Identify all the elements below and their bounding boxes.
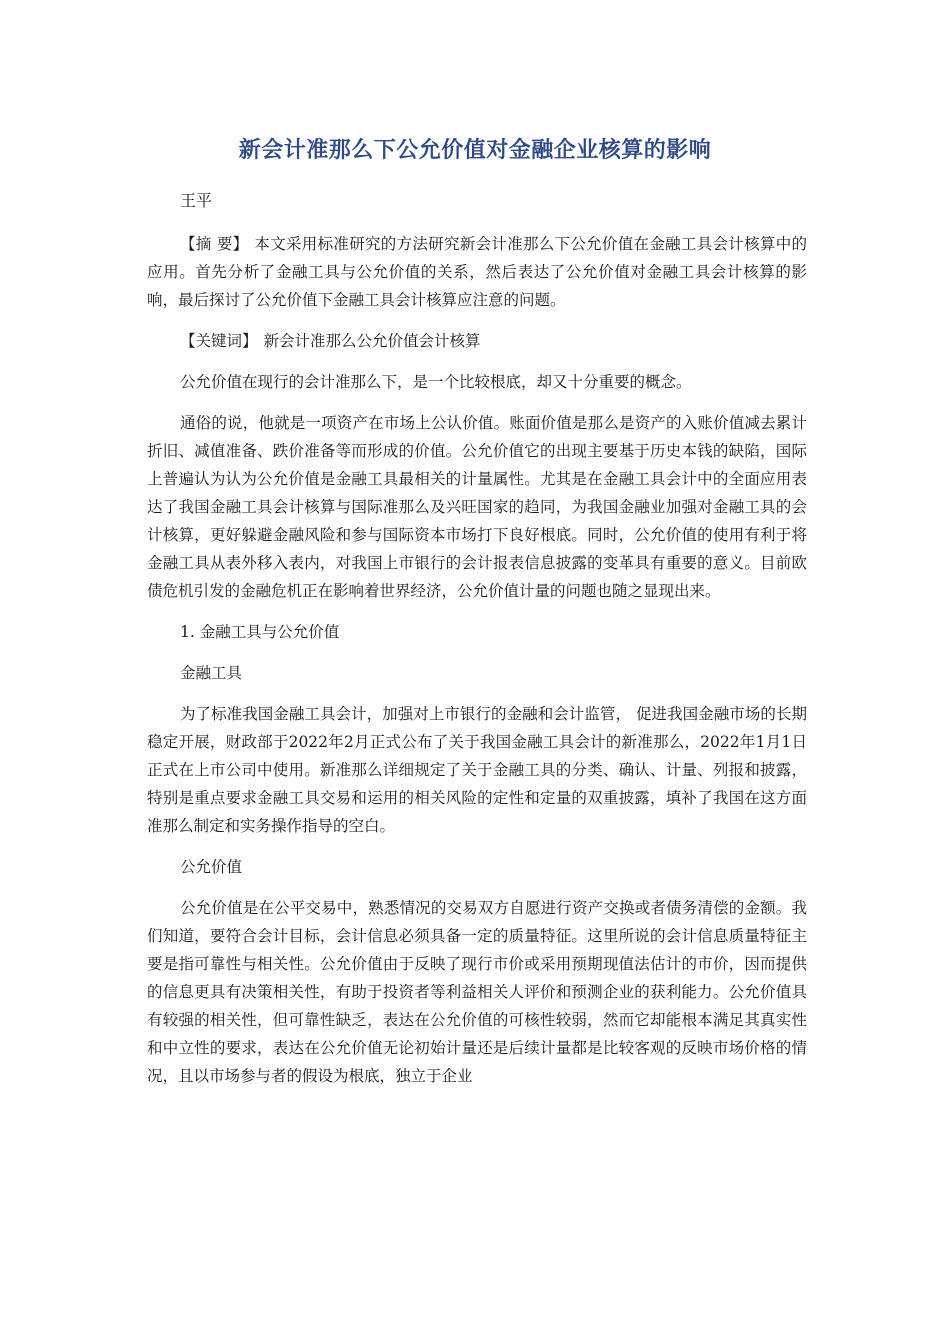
keywords-text: 新会计准那么公允价值会计核算 [263,332,481,350]
body-paragraph: 通俗的说，他就是一项资产在市场上公认价值。账面价值是那么是资产的入账价值减去累计折旧、减值准备、跌价准备等而形成的价值。公允价值它的出现主要基于历史本钱的缺陷，国际上普遍认为认为公允价值是金融工具最相关的计量属性。尤其是在金融工具会计中的全面应用表达了我国金融工具会计核算与国际准那么及兴旺国家的趋同，为我国金融业加强对金融工具的会计核算，更好躲避金融风险和参与国际资本市场打下良好根底。同时，公允价值的使用有利于将金融工具从表外移入表内，对我国上市银行的会计报表信息披露的变革具有重要的意义。目前欧债危机引发的金融危机正在影响着世界经济，公允价值计量的问题也随之显现出来。 [147,414,807,600]
body-paragraph: 公允价值是在公平交易中，熟悉情况的交易双方自愿进行资产交换或者债务清偿的金额。我们知道，要符合会计目标，会计信息必须具备一定的质量特征。这里所说的会计信息质量特征主要是指可靠性与相关性。公允价值由于反映了现行市价或采用预期现值法估计的市价，因而提供的信息更具有决策相关性，有助于投资者等利益相关人评价和预测企业的获利能力。公允价值具有较强的相关性，但可靠性缺乏，表达在公允价值的可核性较弱，然而它却能根本满足其真实性和中立性的要求，表达在公允价值无论初始计量还是后续计量都是比较客观的反映市场价格的情况，且以市场参与者的假设为根底，独立于企业 [147,899,807,1085]
subsection-heading: 公允价值 [180,858,243,876]
document-body [147,230,807,1103]
subsection-heading: 金融工具 [180,664,243,682]
abstract-text: 本文采用标准研究的方法研究新会计准那么下公允价值在金融工具会计核算中的应用。首先分析了金融工具与公允价值的关系，然后表达了公允价值对金融工具会计核算的影响，最后探讨了公允价值下金融工具会计核算应注意的问题。 [147,235,807,309]
abstract-paragraph [147,230,807,314]
document-title: 新会计准那么下公允价值对金融企业核算的影响 [238,138,712,163]
author-name: 王平 [180,191,213,210]
body-paragraph: 为了标准我国金融工具会计，加强对上市银行的金融和会计监管， 促进我国金融市场的长期稳定开展，财政部于2022年2月正式公布了关于我国金融工具会计的新准那么，2022年1月1日正式在上市公司中使用。新准那么详细规定了关于金融工具的分类、确认、计量、列报和披露，特别是重点要求金融工具交易和运用的相关风险的定性和定量的双重披露，填补了我国在这方面准那么制定和实务操作指导的空白。 [147,705,807,835]
body-paragraph: 公允价值在现行的会计准那么下，是一个比较根底，却又十分重要的概念。 [180,373,692,391]
keywords-paragraph [147,327,807,355]
section-heading: 1. 金融工具与公允价值 [180,623,340,641]
keywords-label: 【关键词】 [180,332,258,350]
abstract-label: 【摘 要】 [180,235,249,253]
